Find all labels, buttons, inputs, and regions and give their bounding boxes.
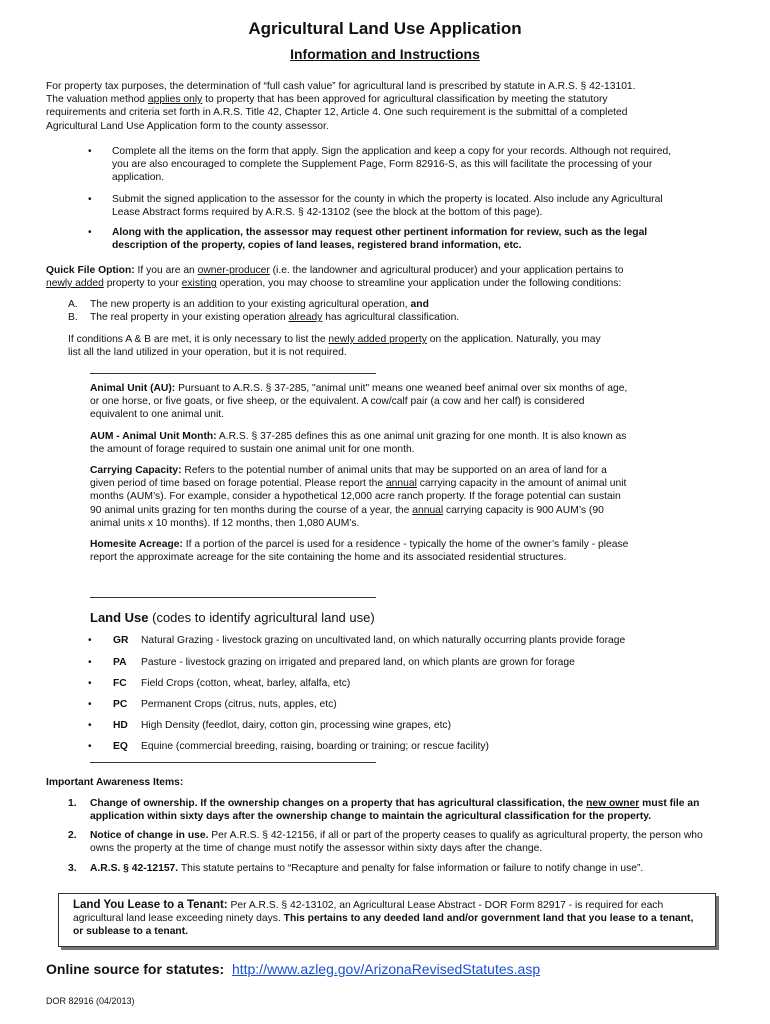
awareness-label: Notice of change in use. xyxy=(90,830,209,841)
awareness-number: 2. xyxy=(68,830,77,841)
definition-text: If a portion of the parcel is used for a residence - typically the home of the owner’s family - please report the approximate acreage for the site containing the home and its associated residential structures. xyxy=(90,539,629,564)
awareness-emphasis: new owner xyxy=(586,798,640,809)
quick-file-emphasis: existing xyxy=(181,278,217,290)
definitions xyxy=(90,382,630,564)
awareness-item-1 xyxy=(90,797,720,823)
quick-file-text: property to your xyxy=(103,278,182,290)
definition-text: A.R.S. § 37-285 defines this as one animal unit grazing for one month. It is also known as the amount of forage required to sustain one animal unit for one month. xyxy=(90,430,627,455)
condition-text: has agricultural classification. xyxy=(322,312,460,324)
condition-and: and xyxy=(410,299,429,310)
awareness-text: must file an application within sixty days after the ownership change to maintain the agricultural classification for the property. xyxy=(90,798,700,823)
condition-letter: A. xyxy=(68,299,78,310)
bullet-glyph: • xyxy=(88,678,92,689)
section-divider xyxy=(90,762,376,763)
bullet-glyph: • xyxy=(88,699,92,710)
definition-homesite-acreage xyxy=(90,538,630,564)
intro-line-3: requirements and criteria set forth in A.R.S. Title 42, Chapter 12, Article 4. One such requirement is the submittal of a completed xyxy=(46,107,628,119)
quick-file-line-1 xyxy=(46,264,736,277)
intro-line-2 xyxy=(46,93,736,106)
land-use-desc: Pasture - livestock grazing on irrigated and prepared land, on which plants are grown for forage xyxy=(141,657,575,668)
page-title: Agricultural Land Use Application xyxy=(248,19,522,38)
land-use-code: PC xyxy=(113,699,128,710)
note-emphasis: newly added property xyxy=(328,334,427,345)
definition-label: Homesite Acreage: xyxy=(90,539,183,551)
land-use-heading-text: (codes to identify agricultural land use) xyxy=(148,610,375,625)
definition-emphasis: annual xyxy=(385,478,417,490)
lease-notice-box xyxy=(58,893,716,947)
bullet-glyph: • xyxy=(88,635,92,646)
condition-a xyxy=(68,298,708,311)
land-use-item xyxy=(88,677,728,690)
land-use-item xyxy=(88,719,728,732)
bullet-item-2: Submit the signed application to the assessor for the county in which the property is located. Also include any Agricultural Lease Abstract forms required by A.R.S. § 42-13102 (see the block at the bottom of this page). xyxy=(112,194,663,219)
land-use-desc: Equine (commercial breeding, raising, boarding or training; or rescue facility) xyxy=(141,741,489,752)
quick-file-text: (i.e. the landowner and agricultural producer) and your application pertains to xyxy=(269,265,624,276)
definition-carrying-capacity xyxy=(90,464,630,530)
bullet-glyph: • xyxy=(88,146,92,157)
quick-file-line-2 xyxy=(46,277,736,290)
bullet-item-3: Along with the application, the assessor may request other pertinent information for review, such as the legal description of the property, copies of land leases, registered brand information, etc. xyxy=(112,227,648,252)
awareness-item-3 xyxy=(90,862,720,875)
land-use-code: GR xyxy=(113,635,129,646)
intro-line-4: Agricultural Land Use Application form to the county assessor. xyxy=(46,120,329,132)
land-use-heading-bold: Land Use xyxy=(90,610,149,625)
note-text: If conditions A & B are met, it is only necessary to list the xyxy=(68,334,329,345)
condition-letter: B. xyxy=(68,312,78,324)
section-divider xyxy=(90,373,376,374)
page-subtitle: Information and Instructions xyxy=(290,46,480,62)
land-use-code: EQ xyxy=(113,741,128,752)
land-use-code: FC xyxy=(113,678,127,689)
awareness-heading: Important Awareness Items: xyxy=(46,777,184,788)
condition-emphasis: already xyxy=(288,312,323,324)
bullet-item-1: Complete all the items on the form that apply. Sign the application and keep a copy for your records. Although not required, you are also encouraged to complete the Supplement Page, Form 82916-S, as this will facilitate the processing of your application. xyxy=(112,146,672,184)
definition-text: carrying capacity is 900 AUM’s (90 animal units x 10 months). If 12 months, then 1,080 AUM’s. xyxy=(90,504,604,529)
condition-text: The new property is an addition to your existing agricultural operation, xyxy=(90,299,408,310)
land-use-code: PA xyxy=(113,657,127,668)
intro-paragraph xyxy=(46,80,736,133)
form-footer: DOR 82916 (04/2013) xyxy=(46,996,135,1006)
bullet-glyph: • xyxy=(88,227,92,238)
definition-text: Pursuant to A.R.S. § 37-285, "animal unit" means one weaned beef animal over six months of age, or one horse, or five goats, or five sheep, or the equivalent. A cow/calf pair (a cow and her calf) is considered equivalent to one animal unit. xyxy=(90,383,628,421)
bullet-glyph: • xyxy=(88,741,92,752)
definition-label: Carrying Capacity: xyxy=(90,465,182,477)
online-source-label: Online source for statutes: xyxy=(46,961,225,977)
intro-text: to property that has been approved for agricultural classification by meeting the statutory xyxy=(202,94,608,106)
lease-notice-body: Per A.R.S. § 42-13102, an Agricultural Lease Abstract - DOR Form 82917 - is required for each agricultural land lease exceeding ninety days. xyxy=(73,900,664,925)
awareness-text: This statute pertains to “Recapture and penalty for false information or failure to notify change in use”. xyxy=(178,863,644,874)
land-use-desc: Field Crops (cotton, wheat, barley, alfalfa, etc) xyxy=(141,678,351,689)
note-text: on the application. Naturally, you may xyxy=(426,334,601,345)
land-use-item xyxy=(88,698,728,711)
awareness-label: A.R.S. § 42-12157. xyxy=(90,863,179,874)
intro-emphasis: applies only xyxy=(147,94,203,106)
lease-notice-label: Land You Lease to a Tenant: xyxy=(73,899,228,911)
land-use-item xyxy=(88,656,728,669)
intro-line-1: For property tax purposes, the determination of “full cash value” for agricultural land is prescribed by statute in A.R.S. § 42-13101. xyxy=(46,81,636,92)
conditions-note xyxy=(68,333,708,359)
land-use-desc: High Density (feedlot, dairy, cotton gin, processing wine grapes, etc) xyxy=(141,720,452,731)
conditions-note-line-2: list all the land utilized in your operation, but it is not required. xyxy=(68,347,347,359)
awareness-item-2 xyxy=(90,829,720,855)
land-use-desc: Natural Grazing - livestock grazing on uncultivated land, on which naturally occurring plants provide forage xyxy=(141,635,626,646)
statutes-link[interactable]: http://www.azleg.gov/ArizonaRevisedStatutes.asp xyxy=(231,961,541,977)
definition-animal-unit xyxy=(90,382,630,422)
land-use-heading xyxy=(90,610,375,626)
awareness-number: 1. xyxy=(68,798,77,809)
definition-aum xyxy=(90,430,630,456)
definition-label: AUM - Animal Unit Month: xyxy=(90,430,217,442)
definition-label: Animal Unit (AU): xyxy=(90,383,176,394)
section-divider xyxy=(90,597,376,598)
intro-text: The valuation method xyxy=(46,94,148,106)
definition-emphasis: annual xyxy=(412,504,444,516)
bullet-glyph: • xyxy=(88,657,92,668)
land-use-code: HD xyxy=(113,720,128,731)
online-source xyxy=(46,960,540,978)
condition-b xyxy=(68,311,708,324)
quick-file-emphasis: owner-producer xyxy=(197,265,270,276)
definition-text: Refers to the potential number of animal units that may be supported on an area of land for a given period of time based on forage potential. Please report the xyxy=(90,465,607,490)
awareness-number: 3. xyxy=(68,863,77,874)
awareness-text: If the ownership changes on a property that has agricultural classification, the xyxy=(197,798,587,809)
quick-file-text: If you are an xyxy=(134,265,198,276)
lease-notice-text xyxy=(73,899,703,939)
conditions-list xyxy=(68,298,708,324)
definition-text: carrying capacity in the amount of animal unit months (AUM’s). For example, consider a hypothetical 12,000 acre ranch property. If the forage potential can sustain 90 animal units grazing for ten months during the course of a year, the xyxy=(90,478,627,516)
bullet-glyph: • xyxy=(88,194,92,205)
land-use-item xyxy=(88,634,728,647)
condition-text: The real property in your existing operation xyxy=(90,312,289,324)
quick-file-text: operation, you may choose to streamline your application under the following conditions: xyxy=(216,278,622,290)
awareness-text: Per A.R.S. § 42-12156, if all or part of the property ceases to qualify as agricultural property, the person who owns the property at the time of change must notify the assessor within sixty days after the change. xyxy=(90,830,703,855)
awareness-label: Change of ownership. xyxy=(90,798,198,809)
bullet-glyph: • xyxy=(88,720,92,731)
quick-file-option xyxy=(46,264,736,290)
land-use-item xyxy=(88,740,728,753)
lease-notice-emphasis: This pertains to any deeded land and/or government land that you lease to a tenant, or sublease to a tenant. xyxy=(73,913,694,938)
quick-file-emphasis: newly added xyxy=(46,278,104,290)
conditions-note-line-1 xyxy=(68,333,708,346)
land-use-desc: Permanent Crops (citrus, nuts, apples, etc) xyxy=(141,699,337,710)
quick-file-label: Quick File Option: xyxy=(46,265,135,276)
